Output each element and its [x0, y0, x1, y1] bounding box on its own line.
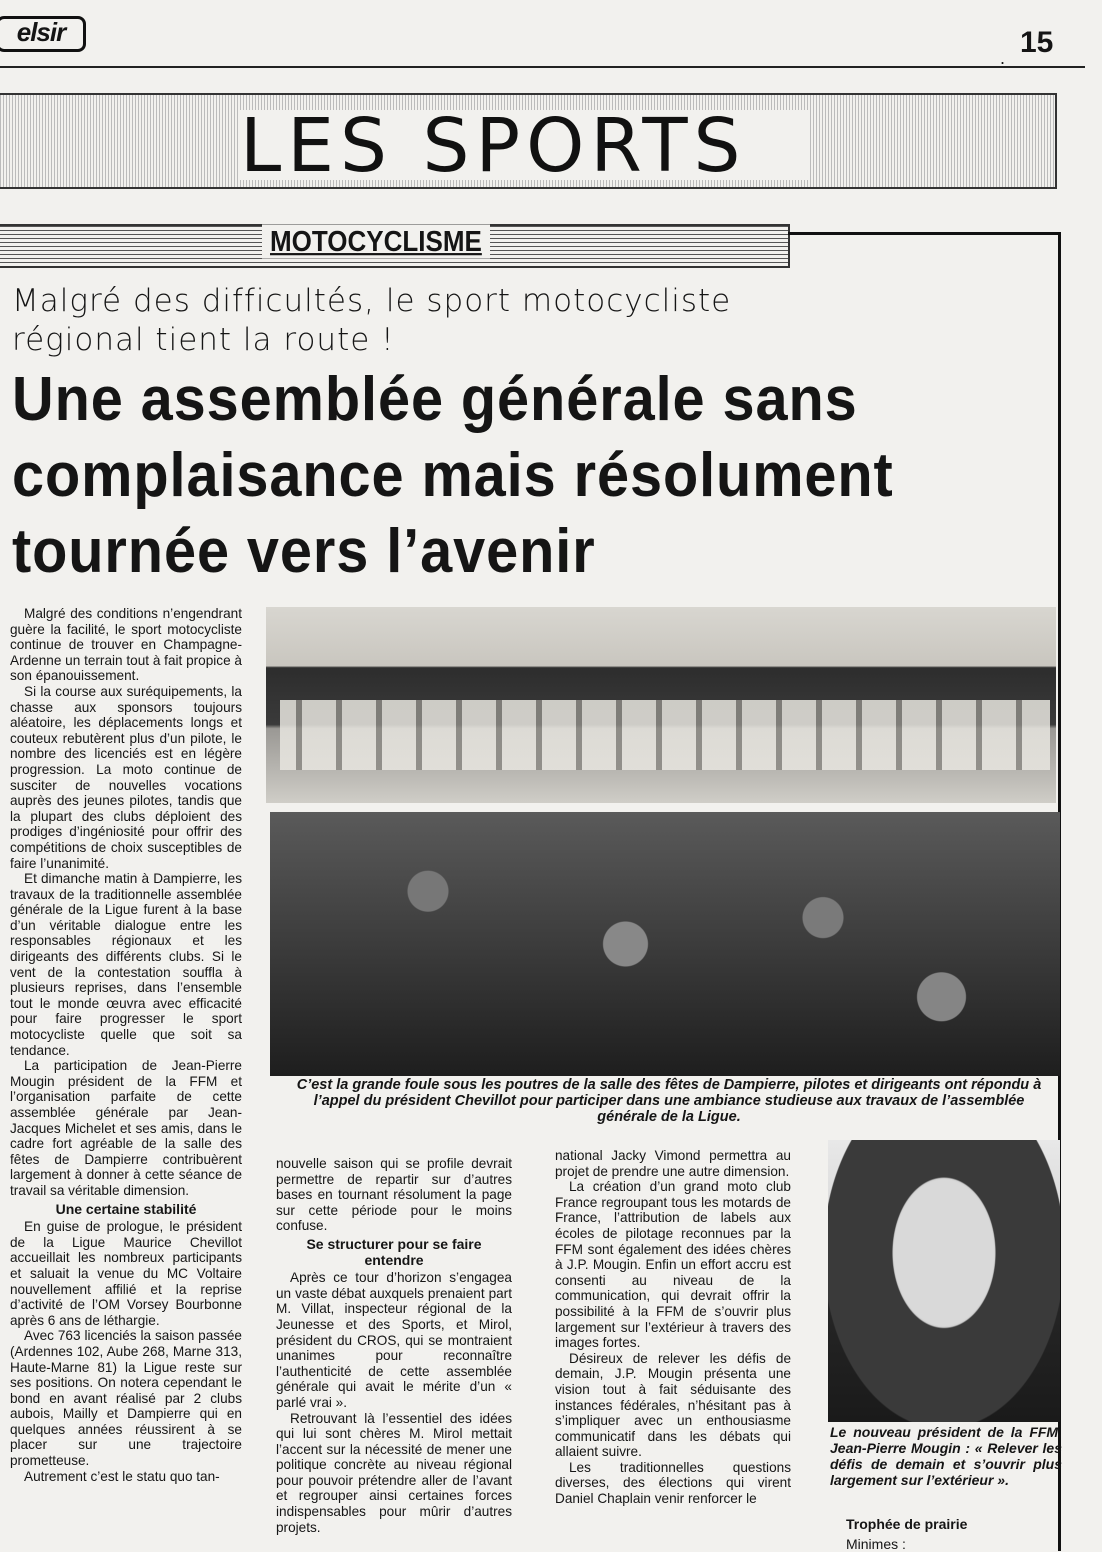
caption-crowd: C’est la grande foule sous les poutres de la salle des fêtes de Dampierre, pilotes et dirigeants ont répondu à l’appel du président Chevillot pour participer dans une ambiance studieuse aux travaux de l’assemblée générale de la Ligue.: [296, 1077, 1042, 1125]
photo-trophies: [280, 700, 1050, 770]
paragraph: En guise de prologue, le président de la Ligue Maurice Chevillot accueillait les nombreux participants et saluait la venue du MC Voltaire nouvellement affilié et la reprise d’activité de l’OM Vorsey Bourbonne après 6 ans de léthargie.: [10, 1219, 242, 1328]
rubric-label: MOTOCYCLISME: [262, 224, 490, 258]
paragraph: Et dimanche matin à Dampierre, les travaux de la traditionnelle assemblée générale de la Ligue furent à la base d’un véritable dialogue entre les responsables régionaux et les dirigeants des différents clubs. Si le vent de la contestation souffla à plusieurs reprises, dans l’ensemble tout le monde œuvra avec efficacité pour faire progresser le sport motocycliste quelle que soit sa tendance.: [10, 871, 242, 1058]
photo-crowd: [270, 812, 1060, 1076]
paragraph: national Jacky Vimond permettra au projet de prendre une autre dimension.: [555, 1148, 791, 1179]
paragraph: Après ce tour d’horizon s’engagea un vaste débat auxquels prenaient part M. Villat, inspecteur régional de la Jeunesse et des Sports, et Mirol, président du CROS, qui se montraient unanimes pour reconnaître l’authenticité de cette assemblée générale qui avait le mérite d’un « parlé vrai ».: [276, 1270, 512, 1410]
paragraph: Autrement c’est le statu quo tan-: [24, 1468, 220, 1484]
sidebar-subheading: Minimes :: [846, 1536, 906, 1552]
newspaper-logo: elsir: [0, 16, 86, 52]
article-column-3: [555, 1148, 791, 1507]
separator-dot: .: [1000, 48, 1006, 68]
caption-portrait: Le nouveau président de la FFM, Jean-Pierre Mougin : « Relever les défis de demain et s’ouvrir plus largement sur l’extérieur ».: [830, 1424, 1062, 1488]
paragraph: nouvelle saison qui se profile devrait permettre de repartir sur d’autres bases en tournant résolument la page sur cette période pour le moins confuse.: [276, 1156, 512, 1234]
paragraph: Avec 763 licenciés la saison passée (Ardennes 102, Aube 268, Marne 313, Haute-Marne 81) la Ligue reste sur ses positions. On notera cependant le bond en avant réalisé par 2 clubs aubois, Mailly et Dampierre qui en quelques années réussirent à se placer sur une trajectoire prometteuse.: [10, 1328, 242, 1469]
article-headline: Une assemblée générale sans complaisance mais résolument tournée vers l’avenir: [12, 365, 894, 586]
masthead-rule: [0, 66, 1085, 68]
paragraph: Désireux de relever les défis de demain, J.P. Mougin présenta une vision tout à fait séduisante des instances fédérales, n’hésitant pas à s’impliquer avec un enthousiasme communicatif dans les débats qui allaient suivre.: [555, 1350, 791, 1460]
paragraph: Malgré des conditions n’engendrant guère la facilité, le sport motocycliste continue de trouver en Champagne-Ardenne un terrain tout à fait propice à son épanouissement.: [10, 606, 242, 684]
paragraph: Retrouvant là l’essentiel des idées qui lui sont chères M. Mirol mettait l’accent sur la nécessité de mener une politique concrète au niveau régional pour pouvoir prétendre aller de l’avant et regrouper ainsi certaines forces indispensables pour mûrir d’autres projets.: [276, 1410, 512, 1535]
subheading: Une certaine stabilité: [55, 1200, 197, 1217]
paragraph: La création d’un grand moto club France regroupant tous les motards de France, l’attribution de labels aux écoles de pilotage reconnues par la FFM sont également des idées chères à J.P. Mougin. Enfin un effort accru est consenti au niveau de la communication, qui devrait offrir la possibilité à la FFM de s’ouvrir plus largement sur l’extérieur à travers des images fortes.: [555, 1179, 791, 1351]
article-column-1: [10, 606, 242, 1484]
paragraph: Si la course aux suréquipements, la chasse aux sponsors toujours aléatoire, les déplacements longs et couteux rebutèrent plus d’un pilote, le nombre des licenciés est en légère progression. La moto continue de susciter de nouvelles vocations auprès des jeunes pilotes, tandis que la plupart des clubs déploient des prodiges d’ingéniosité pour offrir des compétitions de choix susceptibles de faire l’unanimité.: [10, 683, 242, 871]
paragraph: La participation de Jean-Pierre Mougin président de la FFM et l’organisation parfaite de cette assemblée générale par Jean-Jacques Michelet et ses amis, dans le cadre fort agréable de la salle des fêtes de Dampierre contribuèrent largement à donner à cette séance de travail sa véritable dimension.: [10, 1058, 242, 1198]
section-title: LES SPORTS: [240, 103, 747, 189]
page-number: 15: [1020, 26, 1054, 59]
sidebar-heading: Trophée de prairie: [846, 1516, 968, 1532]
article-column-2: [276, 1156, 512, 1535]
article-kicker: Malgré des difficultés, le sport motocycliste régional tient la route !: [12, 283, 732, 358]
article-frame-top: [788, 232, 1058, 235]
subheading: Se structurer pour se faire entendre: [306, 1235, 482, 1268]
paragraph: Les traditionnelles questions diverses, des élections qui virent Daniel Chaplain venir renforcer le: [555, 1459, 791, 1507]
photo-portrait: [828, 1140, 1060, 1422]
